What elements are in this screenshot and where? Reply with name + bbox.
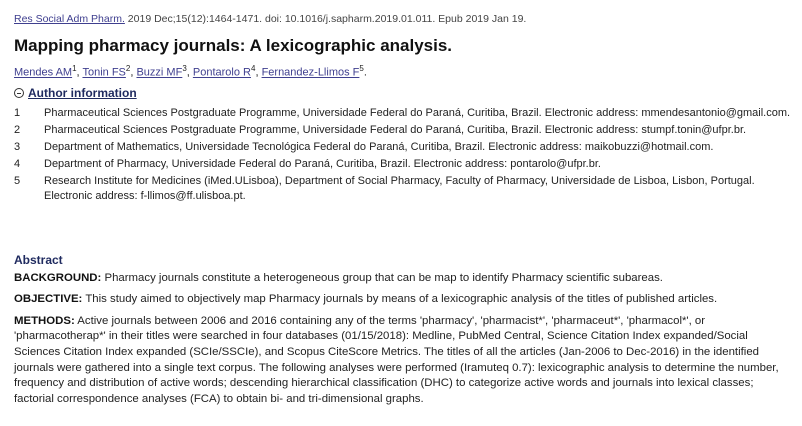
abstract-background [14, 271, 794, 287]
affiliation-text: Department of Pharmacy, Universidade Federal do Paraná, Curitiba, Brazil. Electronic address: pontarolo@ufpr.br. [44, 158, 601, 170]
affiliation-number: 2 [14, 124, 21, 136]
affiliation-item [14, 140, 794, 155]
affiliation-item [14, 106, 794, 121]
author-link[interactable]: Mendes AM [14, 66, 73, 79]
affiliation-item [14, 157, 794, 172]
section-label: OBJECTIVE: [14, 293, 83, 306]
article-title: Mapping pharmacy journals: A lexicographic analysis. [14, 36, 453, 55]
citation-line [14, 13, 526, 25]
affiliation-list [14, 106, 794, 206]
citation-details: 2019 Dec;15(12):1464-1471. doi: 10.1016/j.sapharm.2019.01.011. Epub 2019 Jan 19. [124, 13, 527, 25]
affiliation-text: Pharmaceutical Sciences Postgraduate Programme, Universidade Federal do Paraná, Curitiba, Brazil. Electronic address: stumpf.tonin@ufpr.br. [44, 124, 747, 136]
affiliation-number: 4 [14, 158, 21, 170]
section-text: Active journals between 2006 and 2016 containing any of the terms 'pharmacy', 'pharmacist*', 'pharmaceut*', 'pharmacol*', or 'pharmacotherap*' in their titles were searched in four databases (01/15/2018): Medline, PubMed Central, Science Citation Index expanded/Social Sciences Citation Index expanded (SCIe/SSCIe), and Scopus CiteScore Metrics. The titles of all the articles (Jan-2006 to Dec-2016) in the identified journals were gathered into a single text corpus. The following analyses were performed (Iramuteq 0.7): lexicographic analysis to determine the number, frequency and distribution of active words; descending hierarchical classification (DHC) to categorize active words and journals into lexical classes; factorial correspondence analyses (FCA) to obtain bi- and tri-dimensional graphs. [14, 314, 779, 405]
author-information-label[interactable]: Author information [28, 86, 137, 100]
abstract-section [14, 253, 794, 413]
affiliation-text: Department of Mathematics, Universidade Tecnológica Federal do Paraná, Curitiba, Brazil. Electronic address: maikobuzzi@hotmail.com. [44, 141, 714, 153]
author-link[interactable]: Tonin FS [82, 66, 126, 79]
affiliation-number: 5 [14, 175, 21, 187]
author-affil-sup: 3 [182, 64, 187, 73]
author-affil-sup: 1 [72, 64, 77, 73]
author-affil-sup: 4 [250, 64, 256, 73]
author-information-toggle[interactable] [14, 86, 137, 100]
affiliation-text: Pharmaceutical Sciences Postgraduate Programme, Universidade Federal do Paraná, Curitiba, Brazil. Electronic address: mmendesantonio@gmail.com. [44, 107, 791, 119]
affiliation-text: Research Institute for Medicines (iMed.ULisboa), Department of Social Pharmacy, Faculty of Pharmacy, Universidade de Lisboa, Lisbon, Portugal. Electronic address: f-llimos@ff.ulisboa.pt. [44, 175, 755, 202]
author-affil-sup: 5 [359, 64, 364, 73]
author-link[interactable]: Pontarolo R [192, 66, 251, 79]
author-list: Mendes $AM^1$, Tonin $FS^2$, Buzzi $MF^3$, Pontarolo $R^4$, Fernandez-Llimos $F^5$. [14, 64, 367, 79]
abstract-objective [14, 292, 794, 308]
author-link[interactable]: Fernandez-Llimos F [261, 66, 360, 79]
abstract-heading: Abstract [14, 253, 63, 267]
author-affil-sup: 2 [125, 64, 131, 73]
section-text: Pharmacy journals constitute a heterogeneous group that can be map to identify Pharmacy scientific subareas. [101, 271, 663, 284]
section-label: BACKGROUND: [14, 271, 102, 284]
affiliation-item [14, 174, 794, 204]
section-text: This study aimed to objectively map Pharmacy journals by means of a lexicographic analysis of the titles of published articles. [82, 293, 718, 306]
affiliation-number: 3 [14, 141, 21, 153]
collapse-minus-icon[interactable] [14, 88, 24, 98]
journal-link[interactable]: Res Social Adm Pharm. [14, 13, 125, 25]
abstract-methods [14, 314, 794, 408]
affiliation-item [14, 123, 794, 138]
affiliation-number: 1 [14, 107, 21, 119]
section-label: METHODS: [14, 314, 75, 327]
author-link[interactable]: Buzzi MF [136, 66, 183, 79]
